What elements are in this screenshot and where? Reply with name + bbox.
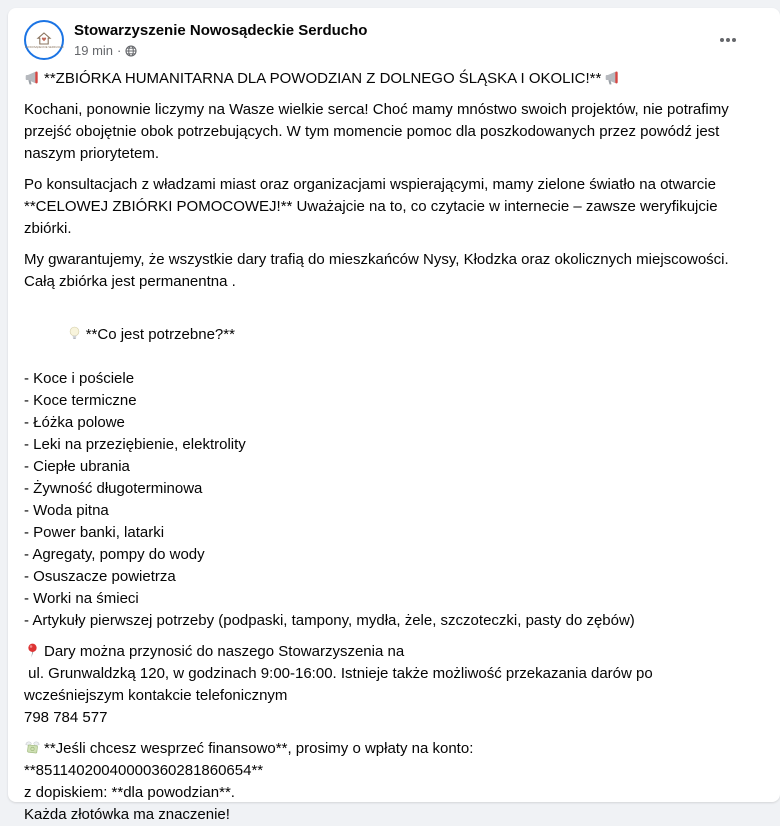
- money-with-wings-icon: [24, 739, 41, 756]
- house-logo-icon: [36, 32, 52, 46]
- needs-item: - Artykuły pierwszej potrzeby (podpaski, tampony, mydła, żele, szczoteczki, pasty do zębów): [24, 612, 635, 629]
- needs-item: - Koce i pościele: [24, 370, 135, 387]
- finance-line-1: [24, 738, 756, 760]
- post-card: [8, 8, 780, 823]
- location-text-2: ul. Grunwaldzką 120, w godzinach 9:00-16:00. Istnieje także możliwość przekazania darów po wcześniejszym kontakcie telefonicznym: [24, 665, 657, 704]
- avatar[interactable]: [24, 20, 64, 60]
- post-meta: [74, 42, 710, 59]
- finance-text-3: z dopiskiem: **dla powodzian**.: [24, 784, 235, 801]
- needs-item: - Żywność długoterminowa: [24, 480, 203, 497]
- needs-section: [24, 302, 756, 632]
- header-text: [74, 20, 710, 59]
- location-text-1: Dary można przynosić do naszego Stowarzyszenia na: [44, 643, 405, 660]
- ellipsis-icon: [718, 30, 738, 50]
- location-section: [24, 641, 756, 729]
- needs-item: - Power banki, latarki: [24, 524, 165, 541]
- meta-separator: ·: [117, 43, 122, 58]
- finance-section: [24, 738, 756, 826]
- finance-account-number: **85114020040000360281860654**: [24, 762, 264, 779]
- needs-item: - Koce termiczne: [24, 392, 137, 409]
- loudspeaker-icon: [604, 69, 621, 86]
- needs-item: - Łóżka polowe: [24, 414, 125, 431]
- post-title-text: **ZBIÓRKA HUMANITARNA DLA POWODZIAN Z DOLNEGO ŚLĄSKA I OKOLIC!**: [44, 70, 602, 87]
- needs-header: [24, 302, 756, 368]
- needs-item: - Agregaty, pompy do wody: [24, 546, 205, 563]
- loudspeaker-icon: [24, 69, 41, 86]
- lightbulb-icon: [66, 325, 83, 342]
- post-paragraph-1: Kochani, ponownie liczymy na Wasze wielkie serca! Choć mamy mnóstwo swoich projektów, nie potrafimy przejść obojętnie obok potrzebujących. W tym momencie pomoc dla poszkodowanych przez powódź jest naszym priorytetem.: [24, 101, 733, 162]
- post-header: [8, 8, 780, 66]
- author-name[interactable]: Stowarzyszenie Nowosądeckie Serducho: [74, 22, 368, 39]
- timestamp[interactable]: 19 min: [74, 43, 114, 58]
- needs-item: - Woda pitna: [24, 502, 109, 519]
- post-menu-button[interactable]: [710, 22, 746, 58]
- needs-item: - Worki na śmieci: [24, 590, 139, 607]
- avatar-logo-text: NOWOSĄDECKIE SERDUCHO: [24, 44, 64, 49]
- location-phone: 798 784 577: [24, 709, 108, 726]
- finance-text-1: **Jeśli chcesz wesprzeć finansowo**, prosimy o wpłaty na konto:: [44, 740, 474, 757]
- post-title: [24, 68, 756, 90]
- round-pushpin-icon: [24, 642, 41, 659]
- finance-text-4: Każda złotówka ma znaczenie!: [24, 806, 230, 823]
- needs-item: - Osuszacze powietrza: [24, 568, 176, 585]
- location-line-1: [24, 641, 756, 663]
- post-paragraph-2: Po konsultacjach z władzami miast oraz organizacjami wspierającymi, mamy zielone światło na otwarcie **CELOWEJ ZBIÓRKI POMOCOWEJ!** Uważajcie na to, co czytacie w internecie – zawsze weryfikujcie zbiórki.: [24, 176, 722, 237]
- post-content: [8, 66, 780, 826]
- needs-item: - Leki na przeziębienie, elektrolity: [24, 436, 246, 453]
- post-paragraph-3: My gwarantujemy, że wszystkie dary trafią do mieszkańców Nysy, Kłodzka oraz okolicznych miejscowości. Całą zbiórka jest permanentna .: [24, 251, 733, 290]
- needs-item: - Ciepłe ubrania: [24, 458, 130, 475]
- globe-icon: [125, 45, 137, 57]
- needs-header-text: **Co jest potrzebne?**: [85, 326, 235, 343]
